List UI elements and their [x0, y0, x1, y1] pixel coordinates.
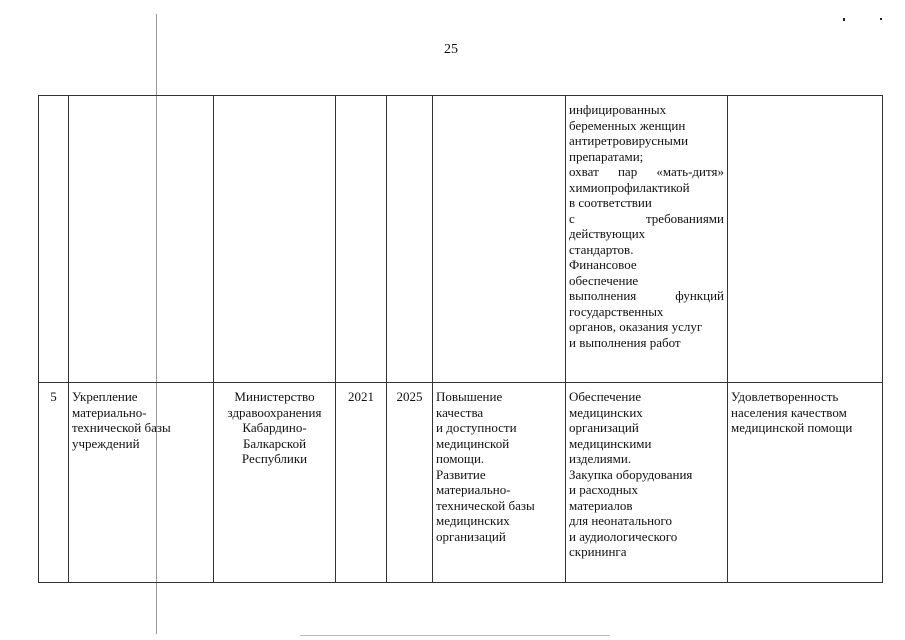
cell-executor — [214, 383, 336, 583]
cell-number: 5 — [39, 383, 69, 583]
cell-name — [69, 383, 214, 583]
scan-dot — [843, 18, 845, 21]
text-line: для неонатального — [569, 513, 673, 528]
text-line: Повышение — [436, 389, 503, 404]
text-line: учреждений — [72, 435, 140, 451]
text-line: населения качеством — [731, 404, 847, 420]
text-line: Обеспечение — [569, 389, 642, 404]
text-line: технической базы — [72, 420, 171, 435]
scan-dot — [880, 18, 882, 20]
text-line: и выполнения работ — [569, 334, 681, 350]
text-line: химиопрофилактикой — [569, 179, 690, 195]
text-line: охват пар «мать-дитя» — [569, 164, 724, 179]
text-line: Удовлетворенность — [731, 389, 839, 404]
text-line: медицинских — [569, 404, 643, 420]
text-line: технической базы — [436, 497, 535, 513]
text-line: препаратами; — [569, 148, 644, 164]
text-line: инфицированных — [569, 102, 667, 117]
text-line: государственных — [569, 303, 664, 319]
text-line: материалов — [569, 497, 633, 513]
cell-number — [39, 96, 69, 383]
text-line: медицинской — [436, 435, 510, 451]
text-line: Кабардино- — [242, 420, 307, 435]
cell-end-year: 2025 — [387, 383, 433, 583]
text-line: органов, оказания услуг — [569, 319, 703, 334]
text-line: организаций — [436, 528, 506, 544]
text-line: Министерство — [234, 389, 315, 404]
cell-indicator — [728, 96, 883, 383]
cell-name — [69, 96, 214, 383]
text-line: Укрепление — [72, 389, 138, 404]
bottom-scan-line — [300, 635, 610, 636]
cell-connection — [566, 96, 728, 383]
cell-indicator — [728, 383, 883, 583]
cell-executor — [214, 96, 336, 383]
text-line: в соответствии — [569, 195, 652, 210]
text-line: и расходных — [569, 482, 639, 497]
text-line: организаций — [569, 420, 639, 435]
cell-result — [433, 383, 566, 583]
text-line: стандартов. — [569, 241, 634, 257]
text-line: помощи. — [436, 451, 485, 466]
cell-result — [433, 96, 566, 383]
text-line: Закупка оборудования — [569, 466, 693, 482]
cell-start-year: 2021 — [336, 383, 387, 583]
text-line: медицинских — [436, 513, 510, 528]
text-line: выполнения функций — [569, 288, 724, 303]
text-line: беременных женщин — [569, 117, 686, 133]
text-line: скрининга — [569, 544, 627, 559]
table-row — [39, 96, 883, 383]
text-line: материально- — [436, 482, 511, 497]
cell-end-year — [387, 96, 433, 383]
text-line: и аудиологического — [569, 528, 678, 544]
text-line: Развитие — [436, 466, 486, 482]
text-line: обеспечение — [569, 272, 639, 288]
table-row — [39, 383, 883, 583]
text-line: и доступности — [436, 420, 517, 435]
cell-connection — [566, 383, 728, 583]
text-line: материально- — [72, 404, 147, 420]
text-line: Балкарской — [242, 435, 307, 451]
text-line: качества — [436, 404, 484, 420]
text-line: медицинскими — [569, 435, 652, 451]
text-line: с требованиями — [569, 210, 724, 226]
text-line: Финансовое — [569, 257, 637, 272]
page-number: 25 — [444, 42, 458, 57]
program-table — [38, 95, 883, 583]
text-line: изделиями. — [569, 451, 632, 466]
text-line: Республики — [241, 451, 308, 466]
text-line: действующих — [569, 226, 646, 241]
text-line: здравоохранения — [227, 404, 322, 420]
cell-start-year — [336, 96, 387, 383]
text-line: медицинской помощи — [731, 420, 853, 435]
text-line: антиретровирусными — [569, 133, 689, 148]
